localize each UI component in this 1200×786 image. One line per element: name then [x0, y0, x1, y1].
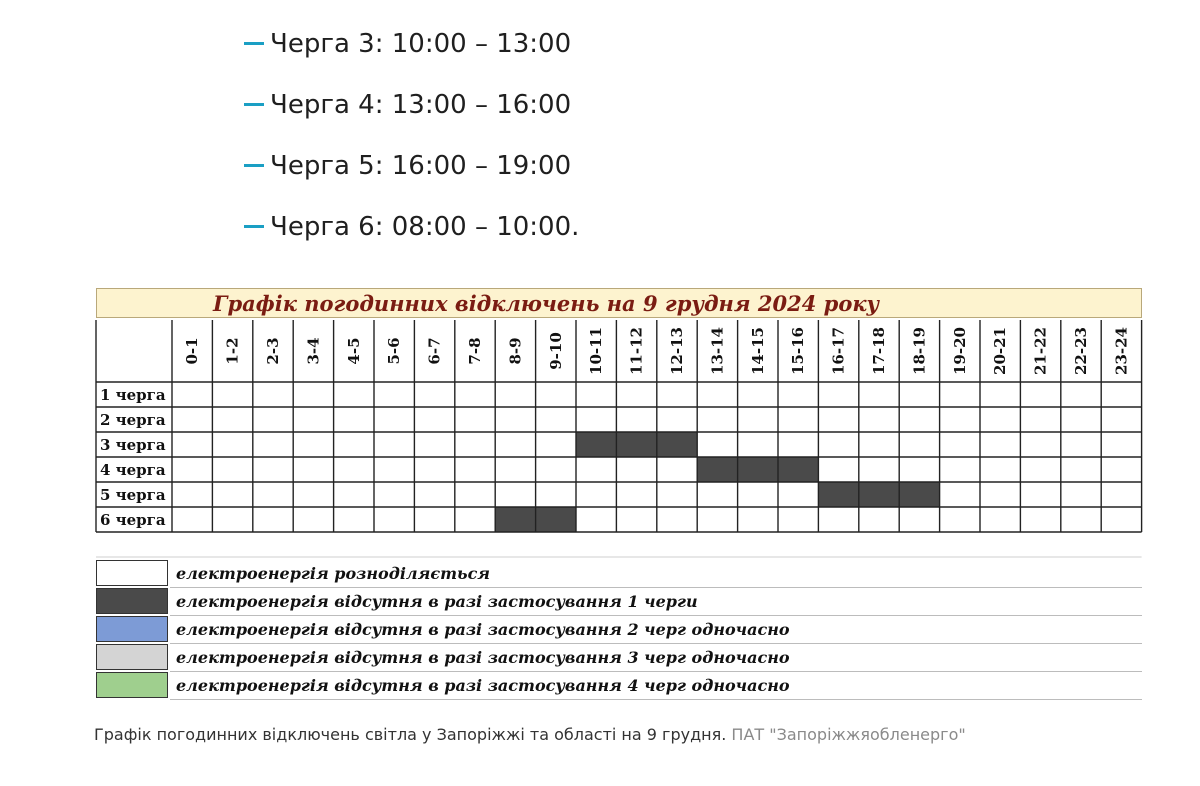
- list-dash-icon: [244, 164, 264, 167]
- row-label: 4 черга: [100, 461, 166, 479]
- outage-cell: [657, 432, 697, 457]
- outage-cell: [899, 482, 939, 507]
- hour-label: 14-15: [748, 327, 767, 375]
- hour-label: 23-24: [1112, 327, 1131, 375]
- hour-label: 6-7: [425, 337, 444, 365]
- queue-item-text: Черга 4: 13:00 – 16:00: [270, 90, 572, 120]
- hour-label: 4-5: [344, 337, 363, 365]
- outage-cell: [576, 432, 616, 457]
- hour-label: 22-23: [1072, 327, 1090, 375]
- legend-swatch: [96, 588, 168, 614]
- outage-cell: [859, 482, 899, 507]
- legend-text: електроенергія відсутня в разі застосування 3 черг одночасно: [176, 648, 790, 667]
- outage-cell: [616, 432, 656, 457]
- outage-cell: [818, 482, 858, 507]
- list-dash-icon: [244, 225, 264, 228]
- queue-item: [244, 144, 944, 205]
- legend-item: [96, 644, 1142, 672]
- outage-cell: [738, 457, 778, 482]
- hour-label: 0-1: [183, 337, 202, 365]
- outage-cell: [697, 457, 737, 482]
- list-dash-icon: [244, 42, 264, 45]
- legend-item: [96, 672, 1142, 700]
- hour-label: 3-4: [304, 337, 323, 365]
- caption-text: Графік погодинних відключень світла у Запоріжжі та області на 9 грудня.: [94, 725, 727, 744]
- hour-label: 12-13: [668, 327, 686, 375]
- queue-list: [244, 22, 944, 266]
- outage-cell: [495, 507, 535, 532]
- row-label: 1 черга: [100, 386, 166, 404]
- hour-label: 8-9: [506, 337, 525, 365]
- hour-label: 20-21: [991, 327, 1010, 375]
- row-label: 2 черга: [100, 411, 166, 429]
- outage-cell: [536, 507, 576, 532]
- legend-swatch: [96, 560, 168, 586]
- queue-item: [244, 83, 944, 144]
- queue-item-text: Черга 3: 10:00 – 13:00: [270, 29, 572, 59]
- hour-label: 10-11: [587, 327, 606, 375]
- queue-item-text: Черга 5: 16:00 – 19:00: [270, 151, 572, 181]
- legend-swatch: [96, 672, 168, 698]
- queue-item-text: Черга 6: 08:00 – 10:00.: [270, 212, 580, 242]
- hour-label: 18-19: [910, 327, 929, 375]
- queue-item: [244, 205, 944, 266]
- legend-swatch: [96, 644, 168, 670]
- hour-label: 7-8: [466, 337, 484, 365]
- row-label: 3 черга: [100, 436, 166, 454]
- hour-label: 5-6: [385, 337, 404, 365]
- hour-label: 2-3: [264, 337, 282, 365]
- schedule-title: Графік погодинних відключень на 9 грудня 2024 року: [96, 288, 1142, 318]
- legend-text: електроенергія відсутня в разі застосування 2 черг одночасно: [176, 620, 790, 639]
- hour-label: 11-12: [627, 327, 646, 375]
- hour-label: 13-14: [708, 327, 727, 375]
- schedule-image: [94, 282, 1154, 702]
- legend-item: [96, 560, 1142, 588]
- legend-text: електроенергія відсутня в разі застосування 1 черги: [176, 592, 698, 611]
- row-label: 6 черга: [100, 511, 166, 529]
- hour-label: 15-16: [789, 327, 808, 375]
- legend-text: електроенергія розноділяється: [176, 564, 491, 583]
- legend-text: електроенергія відсутня в разі застосування 4 черг одночасно: [176, 676, 790, 695]
- legend-item: [96, 616, 1142, 644]
- hour-label: 9-10: [546, 332, 565, 370]
- legend-rule: [170, 699, 1142, 700]
- legend-swatch: [96, 616, 168, 642]
- hour-label: 21-22: [1031, 327, 1050, 375]
- image-caption: [94, 725, 966, 744]
- caption-source: ПАТ "Запоріжжяобленерго": [731, 725, 966, 744]
- hour-label: 16-17: [829, 327, 848, 375]
- legend-item: [96, 588, 1142, 616]
- row-label: 5 черга: [100, 486, 166, 504]
- hour-label: 19-20: [950, 327, 969, 375]
- hour-label: 17-18: [870, 327, 888, 375]
- outage-cell: [778, 457, 818, 482]
- list-dash-icon: [244, 103, 264, 106]
- hour-label: 1-2: [223, 337, 242, 365]
- queue-item: [244, 22, 944, 83]
